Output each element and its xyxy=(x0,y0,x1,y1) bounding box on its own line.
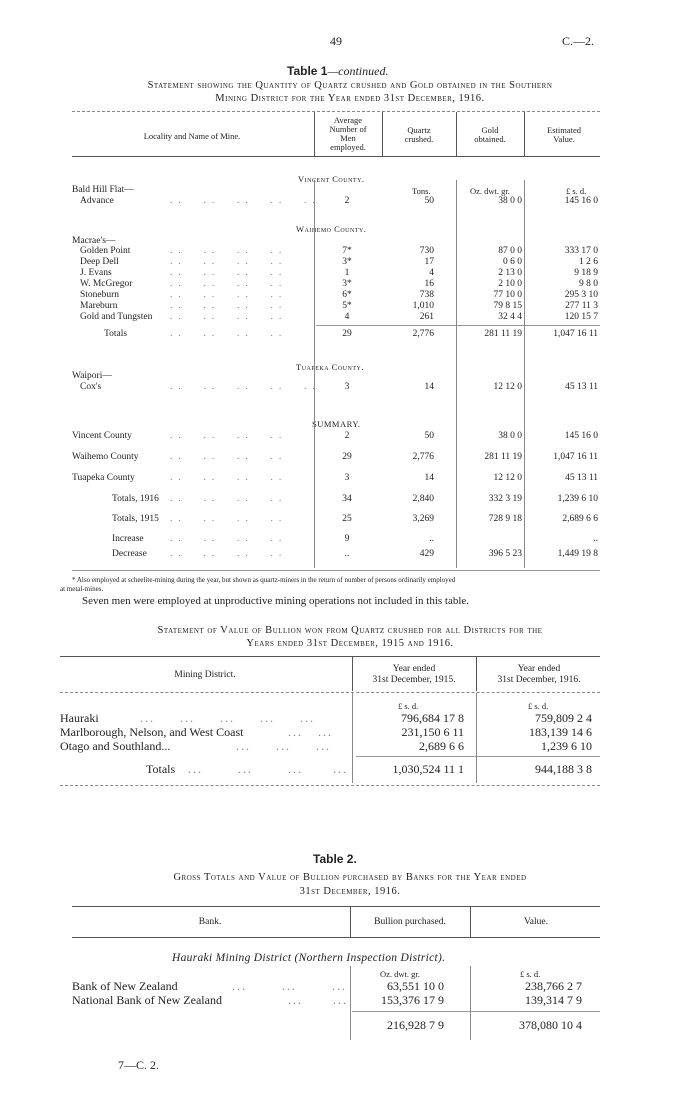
table2-column-rule xyxy=(350,966,351,1040)
leader-dots: ... ... xyxy=(288,725,333,739)
quartz-cell: 2,840 xyxy=(412,494,434,504)
mine-name: Golden Point xyxy=(80,246,131,256)
header-men-line: employed. xyxy=(330,142,366,152)
quartz-cell: 3,269 xyxy=(412,514,434,524)
table-row xyxy=(0,549,700,561)
men-cell: 4 xyxy=(344,312,350,322)
leader-dots: .. .. .. .. xyxy=(170,257,288,267)
gold-cell: 0 6 0 xyxy=(503,257,522,267)
leader-dots: .. .. .. .. xyxy=(170,514,288,524)
page-number: 49 xyxy=(330,34,342,48)
value-1915: 1,030,524 11 1 xyxy=(392,762,464,776)
table-row xyxy=(0,711,700,725)
table2-header-divider xyxy=(350,907,351,937)
bullion-totals-rule xyxy=(356,756,600,757)
quartz-cell: 17 xyxy=(424,257,434,267)
leader-dots: .. .. .. .. .. xyxy=(170,196,321,206)
value-cell: 45 13 11 xyxy=(565,473,598,483)
table1-header-divider xyxy=(524,112,525,156)
summary-name: Waihemo County xyxy=(72,452,139,462)
header-bullion: Bullion purchased. xyxy=(374,917,446,927)
table-row xyxy=(0,494,700,506)
units-tons: Tons. xyxy=(412,186,431,196)
table2-top-rule xyxy=(72,906,600,907)
value-cell: 277 11 3 xyxy=(565,301,598,311)
value-cell: 9 18 9 xyxy=(574,268,598,278)
totals-label: Totals xyxy=(146,762,176,776)
value-cell: 1,239 6 10 xyxy=(557,494,598,504)
value-1916: 944,188 3 8 xyxy=(535,762,592,776)
leader-dots: .. .. .. .. xyxy=(170,290,288,300)
table1-top-rule xyxy=(72,111,600,112)
header-bank: Bank. xyxy=(198,917,222,927)
tuapeka-group: Waipori— xyxy=(72,371,112,381)
table1-header-rule xyxy=(72,156,600,157)
men-cell: 3* xyxy=(342,279,352,289)
table1-bottom-rule xyxy=(72,570,600,571)
units-1915: £ s. d. xyxy=(398,701,419,711)
bullion-header-rule xyxy=(60,692,600,693)
header-men-line: Men xyxy=(340,133,356,143)
district-name: Hauraki xyxy=(60,711,99,725)
table-row xyxy=(0,196,700,208)
tuapeka-heading: Tuapeka County. xyxy=(296,362,364,372)
leader-dots: .. .. .. .. xyxy=(170,473,288,483)
waihemo-heading: Waihemo County. xyxy=(296,224,367,234)
summary-name: Totals, 1916 xyxy=(112,494,159,504)
totals-rule xyxy=(316,325,600,326)
table2-totals-rule xyxy=(352,1011,600,1012)
bank-name: National Bank of New Zealand xyxy=(72,993,222,1007)
header-value-line: Estimated xyxy=(547,125,581,135)
summary-name: Totals, 1915 xyxy=(112,514,159,524)
men-cell: 5* xyxy=(342,301,352,311)
totals-row xyxy=(0,762,700,776)
men-cell: 6* xyxy=(342,290,352,300)
gold-cell: 2 10 0 xyxy=(498,279,522,289)
value-cell: 1,047 16 11 xyxy=(553,452,598,462)
leader-dots: ... ... ... ... xyxy=(188,762,348,776)
header-value: Value. xyxy=(523,917,548,927)
table2-title-line2: 31st December, 1916. xyxy=(299,886,401,897)
value-1916: 183,139 14 6 xyxy=(529,725,592,739)
header-quartz-line: crushed. xyxy=(404,134,434,144)
table-row xyxy=(0,725,700,739)
table1-column-rule xyxy=(524,180,525,568)
header-quartz-line: Quartz xyxy=(407,125,431,135)
header-district: Mining District. xyxy=(174,670,236,680)
value-cell: 145 16 0 xyxy=(564,431,598,441)
district-name: Otago and Southland... xyxy=(60,739,171,753)
table1-title xyxy=(287,64,388,79)
mine-name: Advance xyxy=(80,196,114,206)
quartz-cell: 261 xyxy=(419,312,434,322)
leader-dots: .. .. .. .. xyxy=(170,268,288,278)
quartz-cell: 1,010 xyxy=(412,301,434,311)
quartz-cell: 730 xyxy=(419,246,434,256)
table-row xyxy=(0,534,700,546)
value-1916: 759,809 2 4 xyxy=(535,711,592,725)
quartz-cell: 2,776 xyxy=(412,329,434,339)
table-row xyxy=(0,312,700,324)
gold-cell: 77 10 0 xyxy=(493,290,522,300)
bullion-top-rule xyxy=(60,656,600,657)
header-year-line: Year ended xyxy=(517,664,561,674)
bullion-column-rule xyxy=(476,693,477,783)
quartz-cell: .. xyxy=(429,534,434,544)
bullion-header-divider xyxy=(352,657,353,691)
totals-label: Totals xyxy=(104,329,128,339)
mine-name: Gold and Tungsten xyxy=(80,312,153,322)
men-cell: 3 xyxy=(344,382,350,392)
men-cell: 29 xyxy=(342,329,352,339)
header-men xyxy=(316,116,380,152)
men-cell: 3 xyxy=(344,473,350,483)
header-gold xyxy=(458,126,522,144)
gold-cell: 728 9 18 xyxy=(488,514,522,524)
leader-dots: ... ... ... xyxy=(236,739,331,753)
gold-cell: 2 13 0 xyxy=(498,268,522,278)
table1-header-divider xyxy=(382,112,383,156)
leader-dots: .. .. .. .. xyxy=(170,431,288,441)
table1-header-divider xyxy=(456,112,457,156)
quartz-cell: 738 xyxy=(419,290,434,300)
summary-name: Increase xyxy=(112,534,144,544)
quartz-cell: 14 xyxy=(424,382,434,392)
bullion-column-rule xyxy=(352,693,353,783)
gold-cell: 281 11 19 xyxy=(484,452,522,462)
leader-dots: .. .. .. .. xyxy=(170,329,288,339)
men-cell: 1 xyxy=(344,268,350,278)
table2-title-line1: Gross Totals and Value of Bullion purchased by Banks for the Year ended xyxy=(173,872,527,883)
table1-note: Seven men were employed at unproductive mining operations not included in this table. xyxy=(82,595,470,607)
bullion-bottom-rule xyxy=(60,785,600,786)
mine-name: Mareburn xyxy=(80,301,118,311)
header-value xyxy=(526,126,602,144)
table-row xyxy=(0,452,700,464)
header-gold-line: obtained. xyxy=(474,134,506,144)
leader-dots: .. .. .. .. xyxy=(170,279,288,289)
quartz-cell: 14 xyxy=(424,473,434,483)
quartz-cell: 50 xyxy=(424,196,434,206)
value-cell: 295 3 10 xyxy=(564,290,598,300)
header-year-1915 xyxy=(354,664,474,686)
header-locality: Locality and Name of Mine. xyxy=(143,131,241,141)
men-cell: 29 xyxy=(342,452,352,462)
bank-name: Bank of New Zealand xyxy=(72,979,178,993)
bullion-title-line2: Years ended 31st December, 1915 and 1916. xyxy=(246,638,454,649)
value-cell: 2,689 6 6 xyxy=(562,514,598,524)
units-value: £ s. d. xyxy=(566,186,587,196)
leader-dots: .. .. .. .. xyxy=(170,452,288,462)
value-1916: 1,239 6 10 xyxy=(541,739,592,753)
table-row xyxy=(0,514,700,526)
men-cell: 2 xyxy=(344,431,350,441)
value-cell: 1,047 16 11 xyxy=(553,329,598,339)
page-reference: C.—2. xyxy=(562,34,595,48)
mine-name: Stoneburn xyxy=(80,290,120,300)
bullion-total: 216,928 7 9 xyxy=(387,1018,444,1032)
quartz-cell: 4 xyxy=(429,268,434,278)
leader-dots: .. .. .. .. xyxy=(170,246,288,256)
vincent-group: Bald Hill Flat— xyxy=(72,185,134,195)
table-row xyxy=(0,431,700,443)
table-row xyxy=(0,739,700,753)
footnote-line1: * Also employed at scheelite-mining during the year, but shown as quartz-miners in the return of number of persons ordinarily employed xyxy=(72,576,456,584)
leader-dots: .. .. .. .. xyxy=(170,534,288,544)
table-row xyxy=(0,382,700,394)
vincent-heading: Vincent County. xyxy=(298,174,365,184)
men-cell: 3* xyxy=(342,257,352,267)
table-row xyxy=(0,473,700,485)
value-cell: 9 8 0 xyxy=(579,279,598,289)
mine-name: Deep Dell xyxy=(80,257,119,267)
leader-dots: .. .. .. .. xyxy=(170,312,288,322)
value-1915: 2,689 6 6 xyxy=(419,739,464,753)
header-year-line: Year ended xyxy=(392,664,436,674)
units-gold: Oz. dwt. gr. xyxy=(470,186,510,196)
district-name: Marlborough, Nelson, and West Coast xyxy=(60,725,244,739)
header-men-line: Number of xyxy=(329,124,367,134)
table2-column-rule xyxy=(470,966,471,1040)
footer-signature: 7—C. 2. xyxy=(118,1058,160,1072)
leader-dots: ... ... xyxy=(288,993,348,1007)
mine-name: Cox's xyxy=(80,382,102,392)
leader-dots: .. .. .. .. xyxy=(170,494,288,504)
value-cell: 120 15 7 xyxy=(564,312,598,322)
gold-cell: 332 3 19 xyxy=(488,494,522,504)
summary-name: Tuapeka County xyxy=(72,473,135,483)
value-cell: 1,449 19 8 xyxy=(557,549,598,559)
mine-name: W. McGregor xyxy=(80,279,133,289)
totals-row xyxy=(0,329,700,341)
bullion-cell: 153,376 17 9 xyxy=(381,993,444,1007)
leader-dots: ... ... ... xyxy=(232,979,347,993)
leader-dots: .. .. .. .. .. xyxy=(170,382,321,392)
header-quartz xyxy=(384,126,454,144)
gold-cell: 12 12 0 xyxy=(493,382,522,392)
footnote-line2: at metal-mines. xyxy=(60,585,104,593)
units-value: £ s. d. xyxy=(520,969,541,979)
leader-dots: .. .. .. .. xyxy=(170,549,288,559)
header-year-line: 31st December, 1915. xyxy=(372,675,456,685)
men-cell: 34 xyxy=(342,494,352,504)
table1-statement-line1: Statement showing the Quantity of Quartz crushed and Gold obtained in the Southern xyxy=(147,80,553,91)
quartz-cell: 50 xyxy=(424,431,434,441)
header-value-line: Value. xyxy=(553,134,575,144)
header-year-1916 xyxy=(478,664,600,686)
value-cell: 1 2 6 xyxy=(579,257,598,267)
quartz-cell: 2,776 xyxy=(412,452,434,462)
gold-cell: 87 0 0 xyxy=(498,246,522,256)
leader-dots: .. .. .. .. xyxy=(170,301,288,311)
table1-column-rule xyxy=(456,180,457,568)
mine-name: J. Evans xyxy=(80,268,112,278)
waihemo-group: Macrae's— xyxy=(72,236,116,246)
men-cell: 7* xyxy=(342,246,352,256)
gold-cell: 12 12 0 xyxy=(493,473,522,483)
table1-column-rule xyxy=(314,180,315,568)
table2-header-divider xyxy=(470,907,471,937)
summary-heading: SUMMARY. xyxy=(312,419,361,429)
gold-cell: 38 0 0 xyxy=(498,196,522,206)
bullion-cell: 63,551 10 0 xyxy=(387,979,444,993)
value-cell: 45 13 11 xyxy=(565,382,598,392)
header-year-line: 31st December, 1916. xyxy=(497,675,581,685)
value-cell: 139,314 7 9 xyxy=(525,993,582,1007)
header-gold-line: Gold xyxy=(481,125,499,135)
quartz-cell: 429 xyxy=(419,549,434,559)
table1-title-text: Table 1 xyxy=(287,64,328,78)
value-total: 378,080 10 4 xyxy=(519,1018,582,1032)
gold-cell: 38 0 0 xyxy=(498,431,522,441)
table2-title: Table 2. xyxy=(313,852,357,866)
men-cell: 9 xyxy=(344,534,350,544)
gold-cell: 396 5 23 xyxy=(488,549,522,559)
units-1916: £ s. d. xyxy=(528,701,549,711)
table2-header-rule xyxy=(72,937,600,938)
district-heading: Hauraki Mining District (Northern Inspection District). xyxy=(172,952,446,964)
value-cell: .. xyxy=(593,534,598,544)
table1-header-divider xyxy=(314,112,315,156)
men-cell: .. xyxy=(344,549,350,559)
gold-cell: 281 11 19 xyxy=(484,329,522,339)
value-1915: 231,150 6 11 xyxy=(401,725,464,739)
value-1915: 796,684 17 8 xyxy=(401,711,464,725)
table1-statement-line2: Mining District for the Year ended 31st December, 1916. xyxy=(215,93,485,104)
value-cell: 238,766 2 7 xyxy=(525,979,582,993)
leader-dots: ... ... ... ... ... xyxy=(140,711,315,725)
header-men-line: Average xyxy=(333,115,363,125)
gold-cell: 32 4 4 xyxy=(498,312,522,322)
men-cell: 2 xyxy=(344,196,350,206)
table1-title-suffix: —continued. xyxy=(327,64,389,78)
men-cell: 25 xyxy=(342,514,352,524)
units-bullion: Oz. dwt. gr. xyxy=(380,969,420,979)
summary-name: Decrease xyxy=(112,549,147,559)
value-cell: 333 17 0 xyxy=(564,246,598,256)
quartz-cell: 16 xyxy=(424,279,434,289)
bullion-title-line1: Statement of Value of Bullion won from Quartz crushed for all Districts for the xyxy=(157,625,543,636)
bullion-header-divider xyxy=(476,657,477,691)
summary-name: Vincent County xyxy=(72,431,132,441)
gold-cell: 79 8 15 xyxy=(493,301,522,311)
value-cell: 145 16 0 xyxy=(564,196,598,206)
